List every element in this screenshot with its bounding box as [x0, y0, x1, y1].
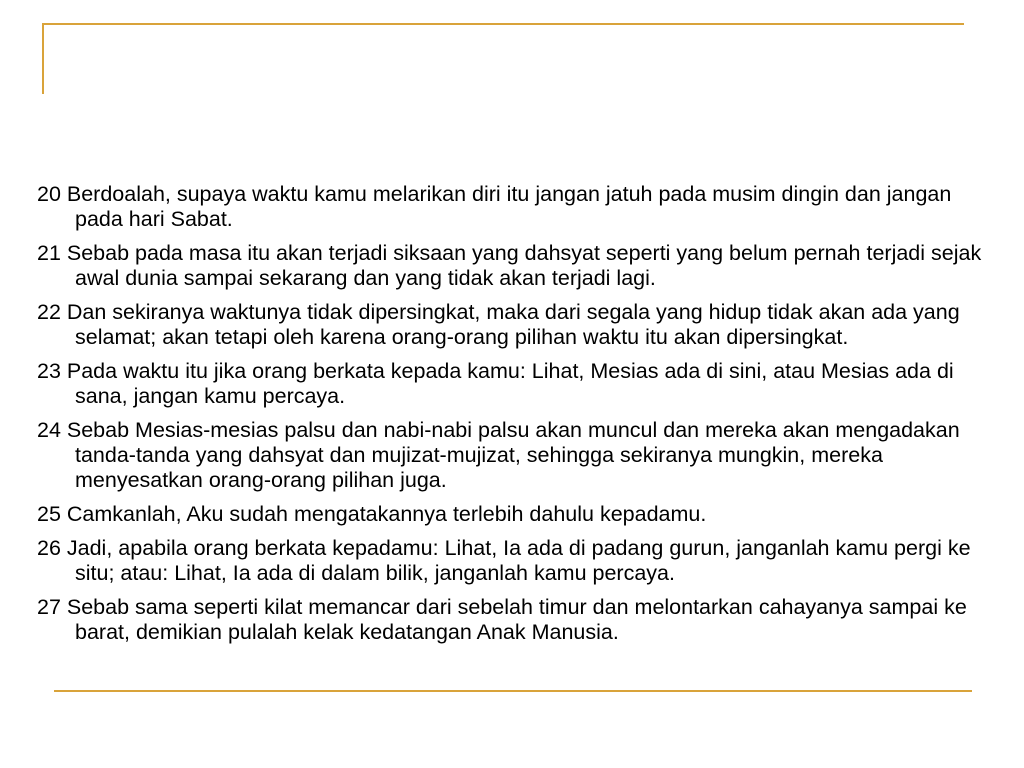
- top-rule: [42, 23, 964, 25]
- verse-list: [37, 182, 997, 654]
- verse-21: [37, 241, 997, 291]
- verse-text: 25 Camkanlah, Aku sudah mengatakannya terlebih dahulu kepadamu.: [37, 502, 707, 526]
- verse-27: [37, 595, 997, 645]
- verse-text: 20 Berdoalah, supaya waktu kamu melarikan diri itu jangan jatuh pada musim dingin dan jangan pada hari Sabat.: [37, 182, 952, 231]
- bottom-rule: [54, 690, 972, 692]
- verse-22: [37, 300, 997, 350]
- verse-text: 22 Dan sekiranya waktunya tidak dipersingkat, maka dari segala yang hidup tidak akan ada yang selamat; akan tetapi oleh karena orang-orang pilihan waktu itu akan dipersingkat.: [37, 300, 960, 349]
- verse-text: 23 Pada waktu itu jika orang berkata kepada kamu: Lihat, Mesias ada di sini, atau Mesias ada di sana, jangan kamu percaya.: [37, 359, 954, 408]
- verse-20: [37, 182, 997, 232]
- verse-text: 24 Sebab Mesias-mesias palsu dan nabi-nabi palsu akan muncul dan mereka akan mengadakan tanda-tanda yang dahsyat dan mujizat-mujizat, sehingga sekiranya mungkin, mereka menyesatkan orang-orang pilihan juga.: [37, 418, 960, 492]
- verse-text: 27 Sebab sama seperti kilat memancar dari sebelah timur dan melontarkan cahayanya sampai ke barat, demikian pulalah kelak kedatangan Anak Manusia.: [37, 595, 967, 644]
- verse-23: [37, 359, 997, 409]
- verse-26: [37, 536, 997, 586]
- verse-24: [37, 418, 997, 493]
- left-rule: [42, 23, 44, 94]
- verse-text: 26 Jadi, apabila orang berkata kepadamu: Lihat, Ia ada di padang gurun, janganlah kamu pergi ke situ; atau: Lihat, Ia ada di dalam bilik, janganlah kamu percaya.: [37, 536, 971, 585]
- verse-text: 21 Sebab pada masa itu akan terjadi siksaan yang dahsyat seperti yang belum pernah terjadi sejak awal dunia sampai sekarang dan yang tidak akan terjadi lagi.: [37, 241, 982, 290]
- verse-25: [37, 502, 997, 527]
